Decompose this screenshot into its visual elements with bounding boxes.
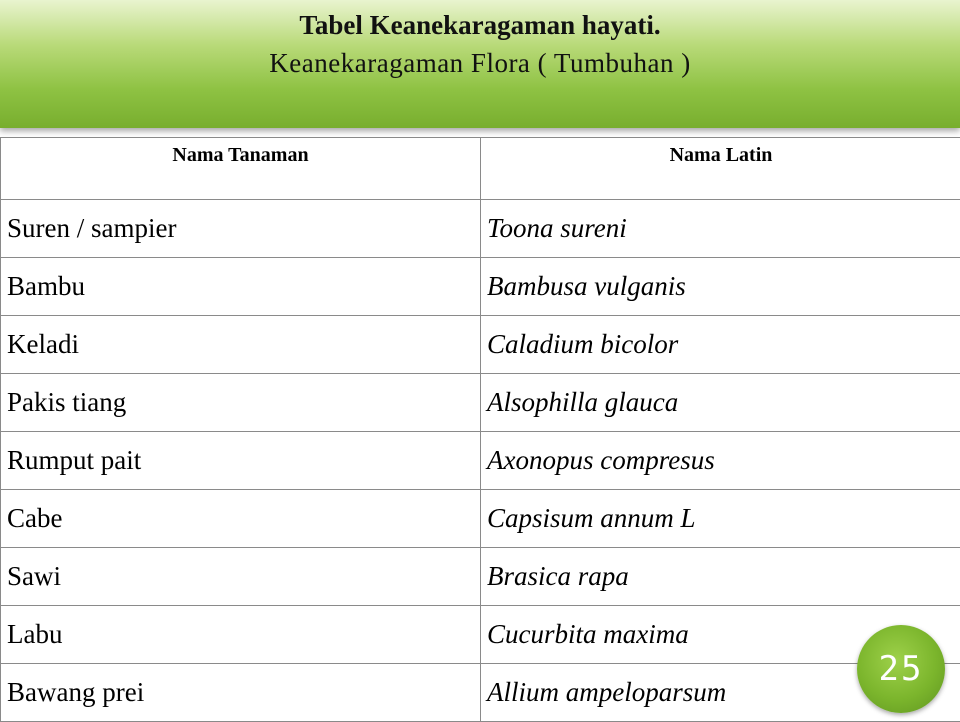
plant-name-cell: Bawang prei — [1, 664, 481, 722]
plant-name-cell: Keladi — [1, 316, 481, 374]
flora-table — [0, 137, 960, 722]
plant-name-cell: Suren / sampier — [1, 200, 481, 258]
latin-name-cell: Bambusa vulganis — [481, 258, 960, 316]
latin-name-cell: Allium ampeloparsum — [481, 664, 960, 722]
latin-name-cell: Caladium bicolor — [481, 316, 960, 374]
slide-header — [0, 0, 960, 128]
column-header-nama-tanaman: Nama Tanaman — [1, 138, 481, 200]
table-row — [1, 606, 960, 664]
slide-title: Tabel Keanekaragaman hayati. — [0, 10, 960, 41]
latin-name-cell: Axonopus compresus — [481, 432, 960, 490]
table-row — [1, 374, 960, 432]
flora-table-container — [0, 137, 960, 720]
table-row — [1, 200, 960, 258]
table-header-row — [1, 138, 960, 200]
plant-name-cell: Bambu — [1, 258, 481, 316]
latin-name-cell: Capsisum annum L — [481, 490, 960, 548]
plant-name-cell: Pakis tiang — [1, 374, 481, 432]
table-row — [1, 432, 960, 490]
latin-name-cell: Cucurbita maxima — [481, 606, 960, 664]
table-row — [1, 316, 960, 374]
plant-name-cell: Sawi — [1, 548, 481, 606]
page-number-badge: 25 — [857, 625, 945, 713]
table-row — [1, 258, 960, 316]
table-row — [1, 490, 960, 548]
latin-name-cell: Brasica rapa — [481, 548, 960, 606]
plant-name-cell: Cabe — [1, 490, 481, 548]
column-header-nama-latin: Nama Latin — [481, 138, 960, 200]
latin-name-cell: Alsophilla glauca — [481, 374, 960, 432]
plant-name-cell: Labu — [1, 606, 481, 664]
table-row — [1, 664, 960, 722]
slide-subtitle: Keanekaragaman Flora ( Tumbuhan ) — [0, 48, 960, 79]
plant-name-cell: Rumput pait — [1, 432, 481, 490]
table-row — [1, 548, 960, 606]
latin-name-cell: Toona sureni — [481, 200, 960, 258]
